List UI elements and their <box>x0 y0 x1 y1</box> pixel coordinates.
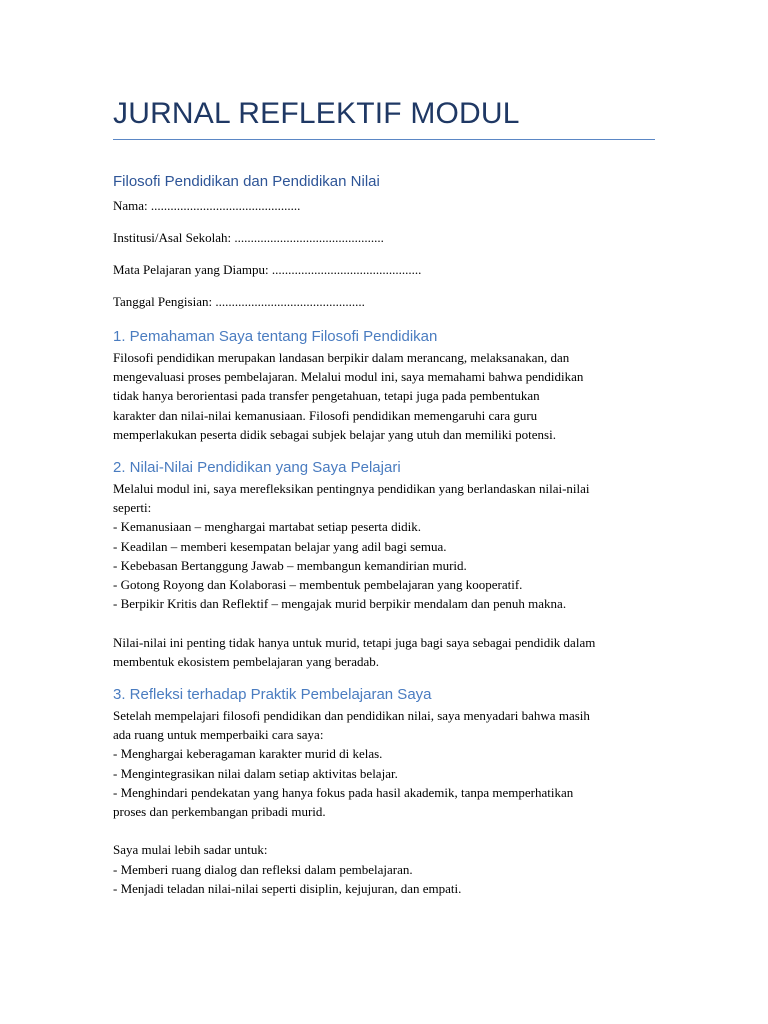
section-1-heading: 1. Pemahaman Saya tentang Filosofi Pendidikan <box>113 328 438 345</box>
list-item: - Memberi ruang dialog dan refleksi dalam pembelajaran. <box>113 861 413 877</box>
list-item: - Menjadi teladan nilai-nilai seperti disiplin, kejujuran, dan empati. <box>113 880 462 896</box>
practice-list <box>113 744 658 821</box>
list-item: - Kemanusiaan – menghargai martabat setiap peserta didik. <box>113 519 422 535</box>
section-3-body <box>113 706 658 898</box>
list-item: - Mengintegrasikan nilai dalam setiap aktivitas belajar. <box>113 765 398 781</box>
document-subtitle: Filosofi Pendidikan dan Pendidikan Nilai <box>113 173 380 190</box>
field-nama: Nama: .............................................. <box>113 198 301 213</box>
values-list <box>113 517 658 613</box>
list-item: - Kebebasan Bertanggung Jawab – membangun kemandirian murid. <box>113 557 467 573</box>
title-divider <box>113 139 655 140</box>
commitment-list <box>113 860 658 898</box>
section-2-body <box>113 479 658 671</box>
paragraph-line: mengevaluasi proses pembelajaran. Melalui modul ini, saya memahami bahwa pendidikan <box>113 369 584 385</box>
paragraph-line: Filosofi pendidikan merupakan landasan berpikir dalam merancang, melaksanakan, dan <box>113 350 570 365</box>
section-1-body <box>113 348 658 444</box>
list-item: - Menghindari pendekatan yang hanya fokus pada hasil akademik, tanpa memperhatikan <box>113 784 574 800</box>
paragraph-line: membentuk ekosistem pembelajaran yang beradab. <box>113 653 380 669</box>
paragraph-line: ada ruang untuk memperbaiki cara saya: <box>113 727 324 743</box>
section-2-heading: 2. Nilai-Nilai Pendidikan yang Saya Pelajari <box>113 459 401 477</box>
document-body <box>113 171 658 898</box>
list-item: - Gotong Royong dan Kolaborasi – membentuk pembelajaran yang kooperatif. <box>113 577 523 593</box>
paragraph-line: seperti: <box>113 500 152 516</box>
paragraph-line: Setelah mempelajari filosofi pendidikan dan pendidikan nilai, saya menyadari bahwa masih <box>113 708 590 724</box>
paragraph-line: memperlakukan peserta didik sebagai subjek belajar yang utuh dan memiliki potensi. <box>113 426 556 442</box>
section-3-heading: 3. Refleksi terhadap Praktik Pembelajaran Saya <box>113 686 432 704</box>
paragraph-spacer <box>113 613 658 632</box>
list-item: - Menghargai keberagaman karakter murid di kelas. <box>113 746 383 762</box>
field-tanggal: Tanggal Pengisian: .............................................. <box>113 294 365 309</box>
list-item: - Berpikir Kritis dan Reflektif – mengajak murid berpikir mendalam dan penuh makna. <box>113 596 567 612</box>
paragraph-spacer <box>113 821 658 840</box>
field-mata-pelajaran: Mata Pelajaran yang Diampu: .............................................. <box>113 262 422 277</box>
document-title: JURNAL REFLEKTIF MODUL <box>113 97 520 130</box>
paragraph-line: Saya mulai lebih sadar untuk: <box>113 842 268 858</box>
list-item: proses dan perkembangan pribadi murid. <box>113 804 326 820</box>
list-item: - Keadilan – memberi kesempatan belajar yang adil bagi semua. <box>113 538 447 554</box>
paragraph-line: karakter dan nilai-nilai kemanusiaan. Filosofi pendidikan memengaruhi cara guru <box>113 407 538 423</box>
paragraph-line: tidak hanya berorientasi pada transfer pengetahuan, tetapi juga pada pembentukan <box>113 388 540 404</box>
field-institusi: Institusi/Asal Sekolah: .............................................. <box>113 230 384 245</box>
paragraph-line: Melalui modul ini, saya merefleksikan pentingnya pendidikan yang berlandaskan nilai-nilai <box>113 481 590 497</box>
paragraph-line: Nilai-nilai ini penting tidak hanya untuk murid, tetapi juga bagi saya sebagai pendidik dalam <box>113 634 596 650</box>
